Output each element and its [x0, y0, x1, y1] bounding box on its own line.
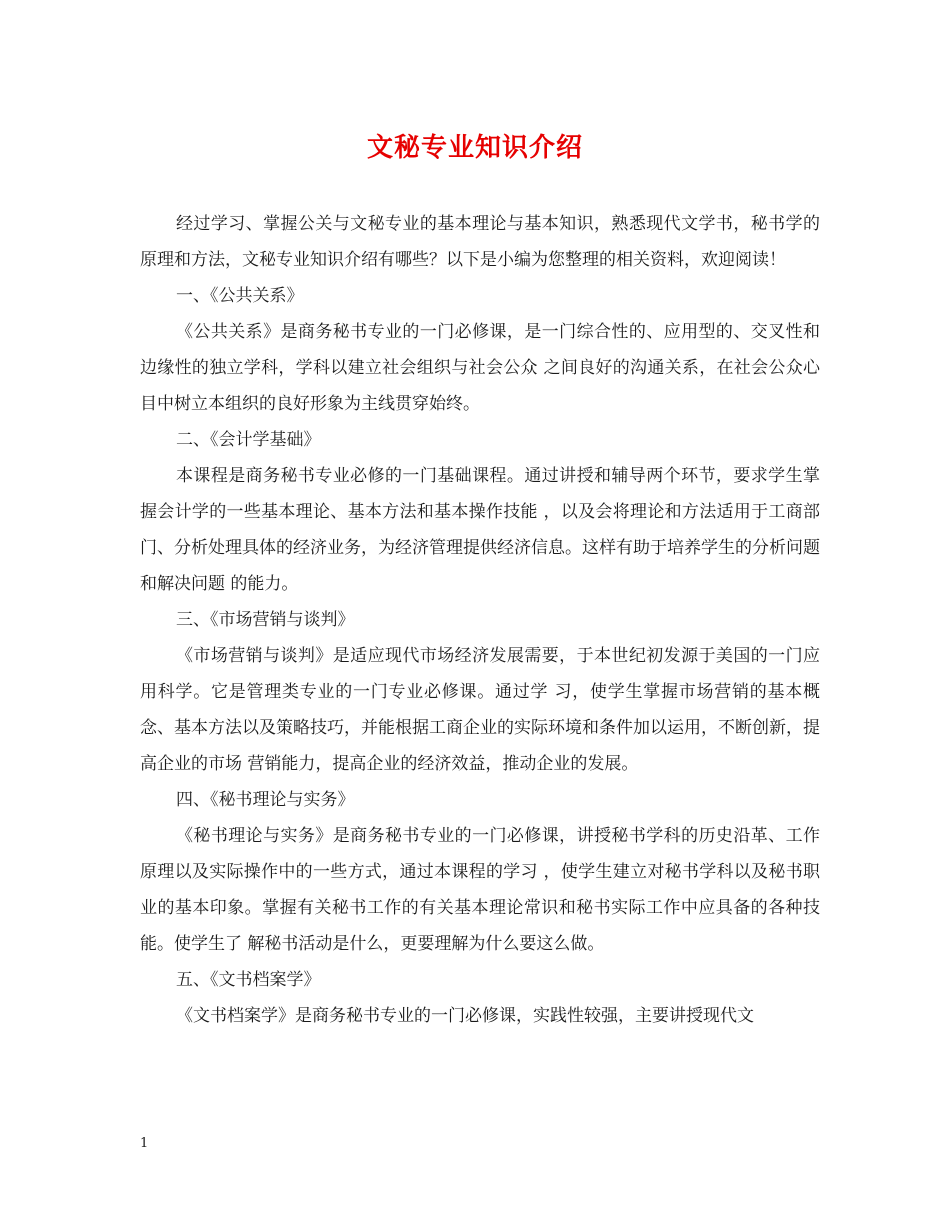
section-text-secretary-theory: 《秘书理论与实务》是商务秘书专业的一门必修课，讲授秘书学科的历史沿革、工作原理以及实际操作中的一些方式，通过本课程的学习 ，使学生建立对秘书学科以及秘书职业的基本印象。掌握有关秘书工作的有关基本理论常识和秘书实际工作中应具备的各种技能。使学生了 解秘书活动是什么，更要理解为什么要这么做。 — [140, 826, 820, 954]
section-heading-marketing: 三、《市场营销与谈判》 — [176, 610, 355, 630]
section-text-archives: 《文书档案学》是商务秘书专业的一门必修课，实践性较强，主要讲授现代文 — [176, 1006, 754, 1026]
document-title: 文秘专业知识介绍 — [366, 133, 583, 163]
section-heading-accounting: 二、《会计学基础》 — [176, 430, 321, 450]
section-heading-public-relations: 一、《公共关系》 — [176, 286, 304, 306]
document-body — [140, 206, 820, 1034]
intro-paragraph: 经过学习、掌握公关与文秘专业的基本理论与基本知识，熟悉现代文学书，秘书学的原理和方法，文秘专业知识介绍有哪些？以下是小编为您整理的相关资料，欢迎阅读！ — [140, 214, 820, 270]
section-text-public-relations: 《公共关系》是商务秘书专业的一门必修课，是一门综合性的、应用型的、交叉性和边缘性的独立学科，学科以建立社会组织与社会公众 之间良好的沟通关系，在社会公众心目中树立本组织的良好形象为主线贯穿始终。 — [140, 322, 820, 414]
section-heading-secretary-theory: 四、《秘书理论与实务》 — [176, 790, 355, 810]
section-heading-archives: 五、《文书档案学》 — [176, 970, 321, 990]
section-text-marketing: 《市场营销与谈判》是适应现代市场经济发展需要，于本世纪初发源于美国的一门应用科学。它是管理类专业的一门专业必修课。通过学 习，使学生掌握市场营销的基本概念、基本方法以及策略技巧，并能根据工商企业的实际环境和条件加以运用，不断创新，提高企业的市场 营销能力，提高企业的经济效益，推动企业的发展。 — [140, 646, 820, 774]
section-text-accounting: 本课程是商务秘书专业必修的一门基础课程。通过讲授和辅导两个环节，要求学生掌握会计学的一些基本理论、基本方法和基本操作技能 ，以及会将理论和方法适用于工商部门、分析处理具体的经济业务，为经济管理提供经济信息。这样有助于培养学生的分析问题和解决问题 的能力。 — [140, 466, 820, 594]
page-number: 1 — [140, 1136, 149, 1151]
